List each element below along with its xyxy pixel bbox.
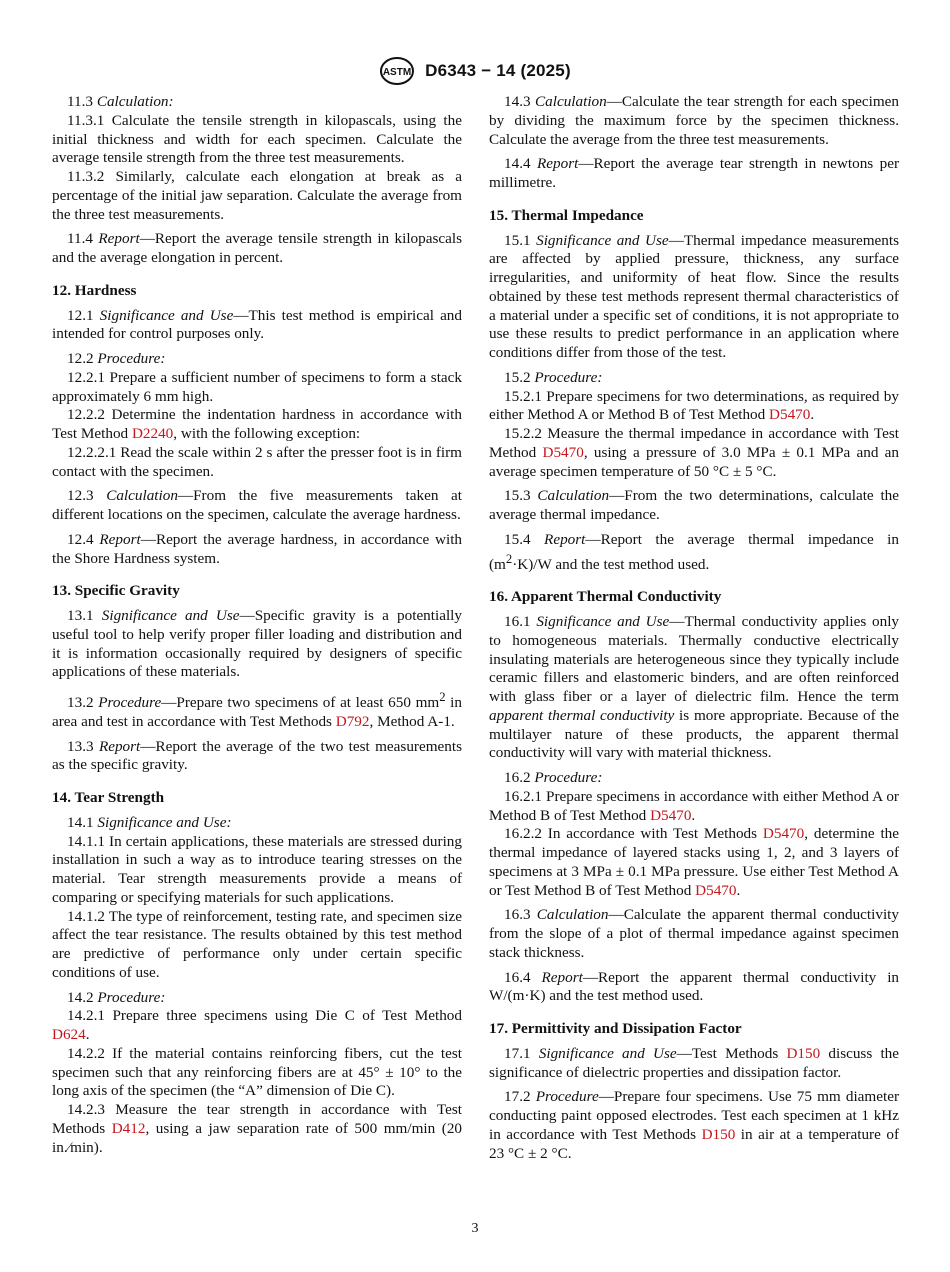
section-14-2-3: 14.2.3 Measure the tear strength in accordance with Test Methods D412, using a jaw separation rate of 500 mm/min (20 in.⁄min).: [52, 1101, 463, 1156]
ref-link-d5470[interactable]: D5470: [650, 806, 692, 824]
page-header: [0, 56, 950, 86]
section-12-4: 12.4 Report—Report the average hardness, in accordance with the Shore Hardness system.: [52, 530, 463, 567]
ref-link-d150[interactable]: D150: [701, 1125, 736, 1143]
section-12-2: 12.2 Procedure:: [67, 350, 166, 367]
ref-link-d2240[interactable]: D2240: [131, 425, 174, 442]
section-14-1-2: 14.1.2 The type of reinforcement, testing rate, and specimen size affect the tear resistance. The results obtained by this test method are predictive of performance only under certain specific conditions of use.: [52, 907, 462, 981]
section-12-2-1: 12.2.1 Prepare a sufficient number of specimens to form a stack approximately 6 mm high.: [52, 368, 462, 405]
section-11-4: 11.4 Report—Report the average tensile strength in kilopascals and the average elongation in percent.: [52, 230, 462, 266]
ref-link-d412[interactable]: D412: [111, 1119, 146, 1137]
ref-link-d5470[interactable]: D5470: [762, 825, 805, 843]
section-12-3: 12.3 Calculation—From the five measurements taken at different locations on the specimen, calculate the average hardness.: [52, 487, 462, 523]
section-13-3: 13.3 Report—Report the average of the two test measurements as the specific gravity.: [52, 737, 462, 774]
section-12-2-2: 12.2.2 Determine the indentation hardness in accordance with Test Method D2240, with the following exception:: [52, 406, 462, 442]
astm-logo-text: ASTM: [383, 67, 412, 78]
section-14-4: 14.4 Report—Report the average tear strength in newtons per millimetre.: [489, 155, 900, 191]
section-14-3: 14.3 Calculation—Calculate the tear strength for each specimen by dividing the maximum force by the specimen thickness. Calculate the average from the three test measurements.: [489, 93, 900, 148]
section-16-2: 16.2 Procedure:: [504, 769, 603, 787]
ref-link-d792[interactable]: D792: [335, 712, 370, 730]
section-17-1: 17.1 Significance and Use—Test Methods D150 discuss the significance of dielectric properties and dissipation factor.: [489, 1044, 899, 1081]
section-12-1: 12.1 Significance and Use—This test method is empirical and intended for control purposes only.: [52, 306, 462, 343]
section-14-2: 14.2 Procedure:: [67, 988, 166, 1006]
section-11-3-2: 11.3.2 Similarly, calculate each elongation at break as a percentage of the initial jaw separation. Calculate the average from the three test measurements.: [52, 168, 462, 223]
section-16-2-1: 16.2.1 Prepare specimens in accordance with either Method A or Method B of Test Method D5470.: [489, 787, 899, 824]
section-15-2-2: 15.2.2 Measure the thermal impedance in accordance with Test Method D5470, using a pressure of 3.0 MPa ± 0.1 MPa and an average specimen temperature of 50 °C ± 5 °C.: [489, 425, 900, 480]
heading-14-tear-strength: 14. Tear Strength: [52, 789, 165, 807]
astm-logo-icon: [379, 56, 415, 86]
heading-13-specific-gravity: 13. Specific Gravity: [52, 582, 180, 600]
heading-17-permittivity-dissipation: 17. Permittivity and Dissipation Factor: [489, 1020, 742, 1038]
section-15-3: 15.3 Calculation—From the two determinations, calculate the average thermal impedance.: [489, 487, 900, 523]
section-15-4: 15.4 Report—Report the average thermal impedance in $(m^2\cdot K)/W$ and the test method used.: [489, 530, 899, 573]
section-17-2: 17.2 Procedure—Prepare four specimens. Use 75 mm diameter conducting paint opposed electrodes. Test each specimen at 1 kHz in accordance with Test Methods D150 in air at a temperature of 23 °C ± 2 °C.: [489, 1088, 899, 1162]
section-14-1: 14.1 Significance and Use:: [67, 813, 232, 831]
section-14-2-2: 14.2.2 If the material contains reinforcing fibers, cut the test specimen such that any reinforcing fibers are at 45° ± 10° to the long axis of the specimen (the “A” dimension of Die C).: [52, 1044, 462, 1100]
section-12-2-2-1: 12.2.2.1 Read the scale within 2 s after the presser foot is in firm contact with the specimen.: [52, 443, 462, 480]
heading-12-hardness: 12. Hardness: [52, 281, 137, 299]
ref-link-d150[interactable]: D150: [786, 1044, 821, 1062]
section-14-2-1: 14.2.1 Prepare three specimens using Die C of Test Method D624.: [52, 1007, 462, 1044]
heading-16-apparent-thermal-conductivity: 16. Apparent Thermal Conductivity: [489, 588, 722, 606]
page-number: 3: [471, 1221, 479, 1236]
ref-link-d5470[interactable]: D5470: [695, 881, 737, 899]
section-11-3: 11.3 Calculation:: [67, 93, 174, 110]
section-15-2-1: 15.2.1 Prepare specimens for two determinations, as required by either Method A or Method B of Test Method D5470.: [489, 387, 899, 424]
section-15-1: 15.1 Significance and Use—Thermal impedance measurements are affected by applied pressure, thickness, any surface irregularities, and uniformity of heat flow. Since the results obtained by these test methods represent thermal characteristics of a material under a specific set of conditions, it is not appropriate to use these results to predict performance in an application where conditions differ from those of the test.: [489, 231, 899, 361]
section-11-3-1: 11.3.1 Calculate the tensile strength in kilopascals, using the initial thickness and width for each specimen. Calculate the average tensile strength from the three test measurements.: [52, 111, 462, 167]
ref-link-d5470[interactable]: D5470: [769, 406, 811, 424]
ref-link-d624[interactable]: D624: [52, 1026, 86, 1044]
left-column: [52, 93, 462, 1157]
section-15-2: 15.2 Procedure:: [504, 368, 603, 386]
section-13-2: 13.2 Procedure—Prepare two specimens of at least 650 $mm^2$ in area and test in accordance with Test Methods D792, Method A-1.: [52, 690, 462, 730]
section-16-2-2: 16.2.2 In accordance with Test Methods D5470, determine the thermal impedance of layered stacks using 1, 2, and 3 layers of specimens at 3 MPa ± 0.1 MPa pressure. Use either Test Method A or Test Method B of Test Method D5470.: [489, 825, 899, 899]
document-designation: D6343 − 14 (2025): [425, 61, 571, 80]
section-16-4: 16.4 Report—Report the apparent thermal conductivity in W/(m·K) and the test method used.: [489, 968, 900, 1005]
section-13-1: 13.1 Significance and Use—Specific gravity is a potentially useful tool to help verify proper filler loading and distribution and it is information occasionally required by designers of specific applications of these materials.: [52, 607, 462, 681]
section-14-1-1: 14.1.1 In certain applications, these materials are stressed during installation in such a way as to introduce tearing stresses on the material. Tear strength measurements provide a means of comparing or specifying materials for such applications.: [52, 832, 462, 906]
heading-15-thermal-impedance: 15. Thermal Impedance: [489, 206, 644, 224]
section-16-3: 16.3 Calculation—Calculate the apparent thermal conductivity from the slope of a plot of thermal impedance against specimen stack thickness.: [489, 906, 899, 961]
section-16-1: 16.1 Significance and Use—Thermal conductivity applies only to homogeneous materials. Thermally conductive electrically insulating materials are heterogeneous since they typically include ceramic fillers and elastomeric binders, and are often reinforced with glass fiber or a layer of dielectric film. Hence the term apparent thermal conductivity is more appropriate. Because of the multilayer nature of these products, the apparent thermal conductivity will vary with material thickness.: [489, 613, 900, 762]
ref-link-d5470[interactable]: D5470: [542, 443, 584, 461]
right-column: [489, 93, 899, 1163]
